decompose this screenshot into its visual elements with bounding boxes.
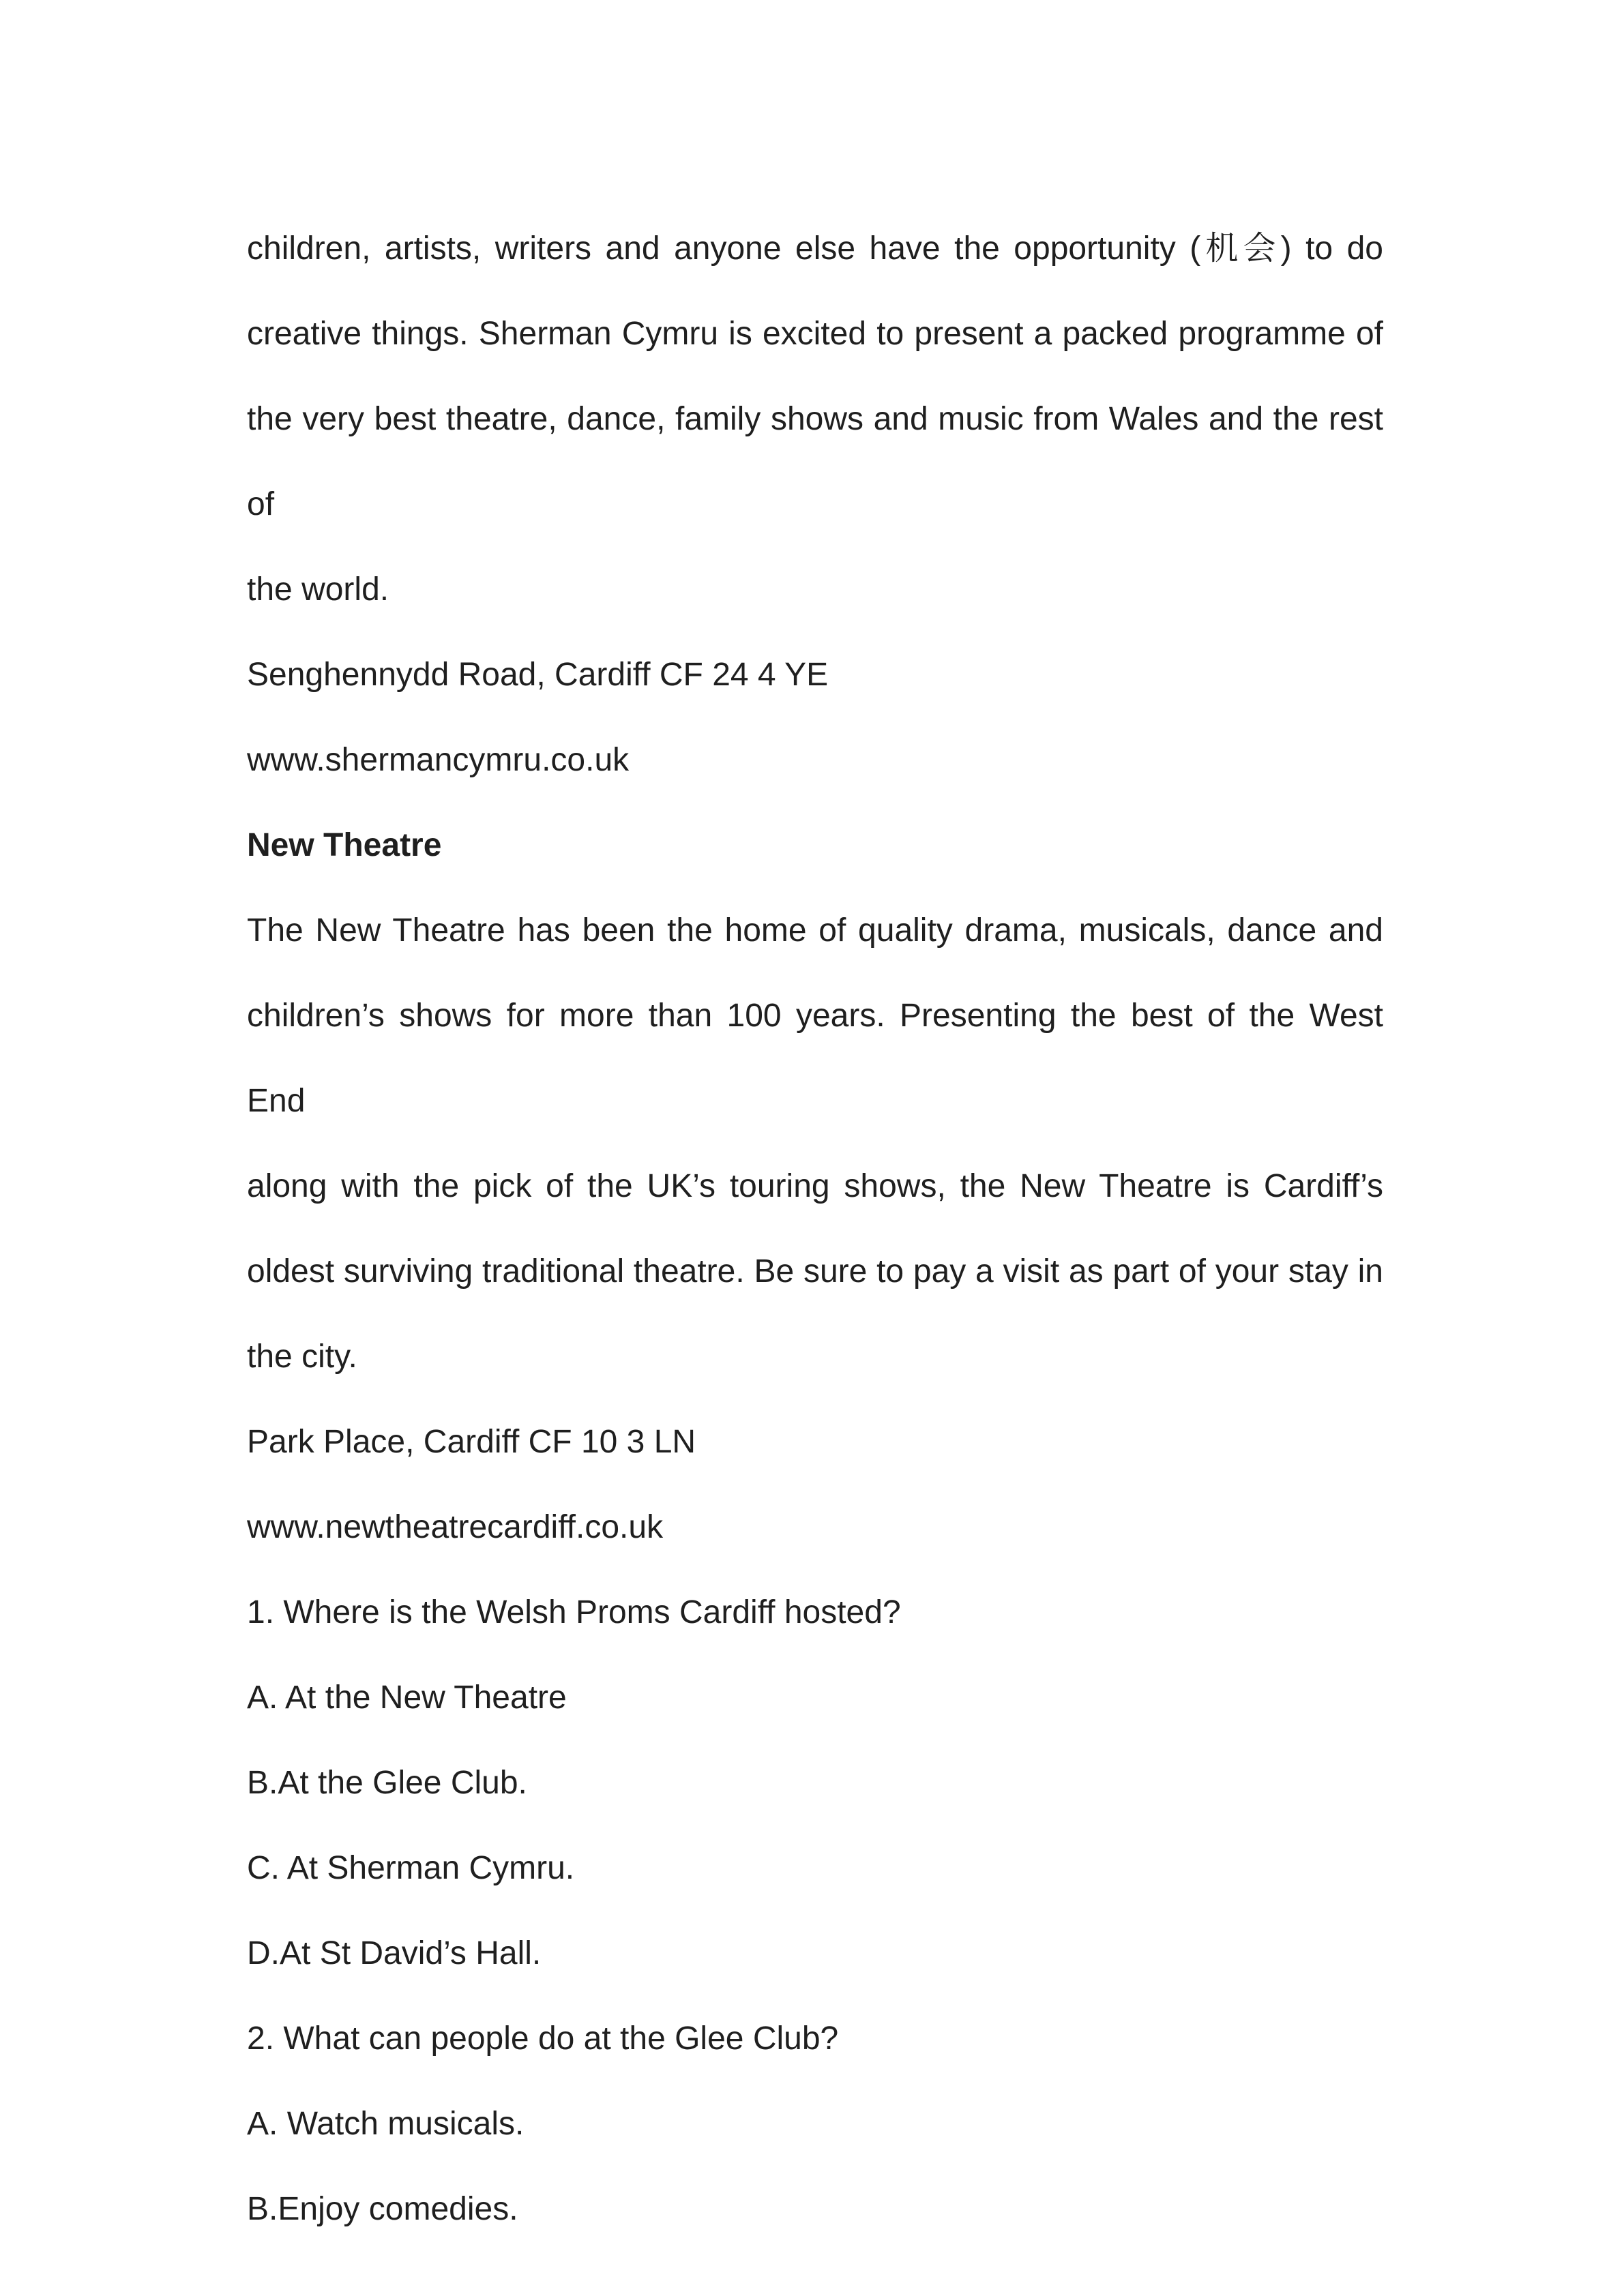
document-body <box>247 206 1383 2252</box>
new-theatre-website: www.newtheatrecardiff.co.uk <box>247 1509 664 1545</box>
sherman-website: www.shermancymru.co.uk <box>247 742 630 778</box>
sherman-address: Senghennydd Road, Cardiff CF 24 4 YE <box>247 657 829 693</box>
question-text: 1. Where is the Welsh Proms Cardiff hosted? <box>247 1594 901 1630</box>
answer-option: B.At the Glee Club. <box>247 1765 527 1801</box>
new-theatre-heading: New Theatre <box>247 827 442 863</box>
question-text: 2. What can people do at the Glee Club? <box>247 2021 839 2057</box>
answer-option: D.At St David’s Hall. <box>247 1935 542 1971</box>
new-theatre-address: Park Place, Cardiff CF 10 3 LN <box>247 1424 696 1460</box>
paragraph-line: the city. <box>247 1339 357 1375</box>
answer-option: A. Watch musicals. <box>247 2106 525 2142</box>
paragraph-line: The New Theatre has been the home of quality drama, musicals, dance and <box>247 912 1383 949</box>
paragraph-line: the world. <box>247 571 389 608</box>
paragraph-line: children’s shows for more than 100 years. Presenting the best of the West End <box>247 998 1383 1119</box>
paragraph-line: children, artists, writers and anyone else have the opportunity (机会) to do <box>247 230 1383 267</box>
sherman-paragraph <box>247 206 1383 632</box>
answer-option: B.Enjoy comedies. <box>247 2191 518 2227</box>
paragraph-line: along with the pick of the UK’s touring shows, the New Theatre is Cardiff’s <box>247 1168 1383 1204</box>
question-1 <box>247 1570 1383 1996</box>
question-2 <box>247 1996 1383 2252</box>
answer-option: A. At the New Theatre <box>247 1680 567 1716</box>
paragraph-line: the very best theatre, dance, family shows and music from Wales and the rest of <box>247 401 1383 522</box>
answer-option: C. At Sherman Cymru. <box>247 1850 575 1886</box>
paragraph-line: creative things. Sherman Cymru is excited to present a packed programme of <box>247 316 1383 352</box>
new-theatre-paragraph <box>247 888 1383 1399</box>
paragraph-line: oldest surviving traditional theatre. Be sure to pay a visit as part of your stay in <box>247 1253 1383 1289</box>
